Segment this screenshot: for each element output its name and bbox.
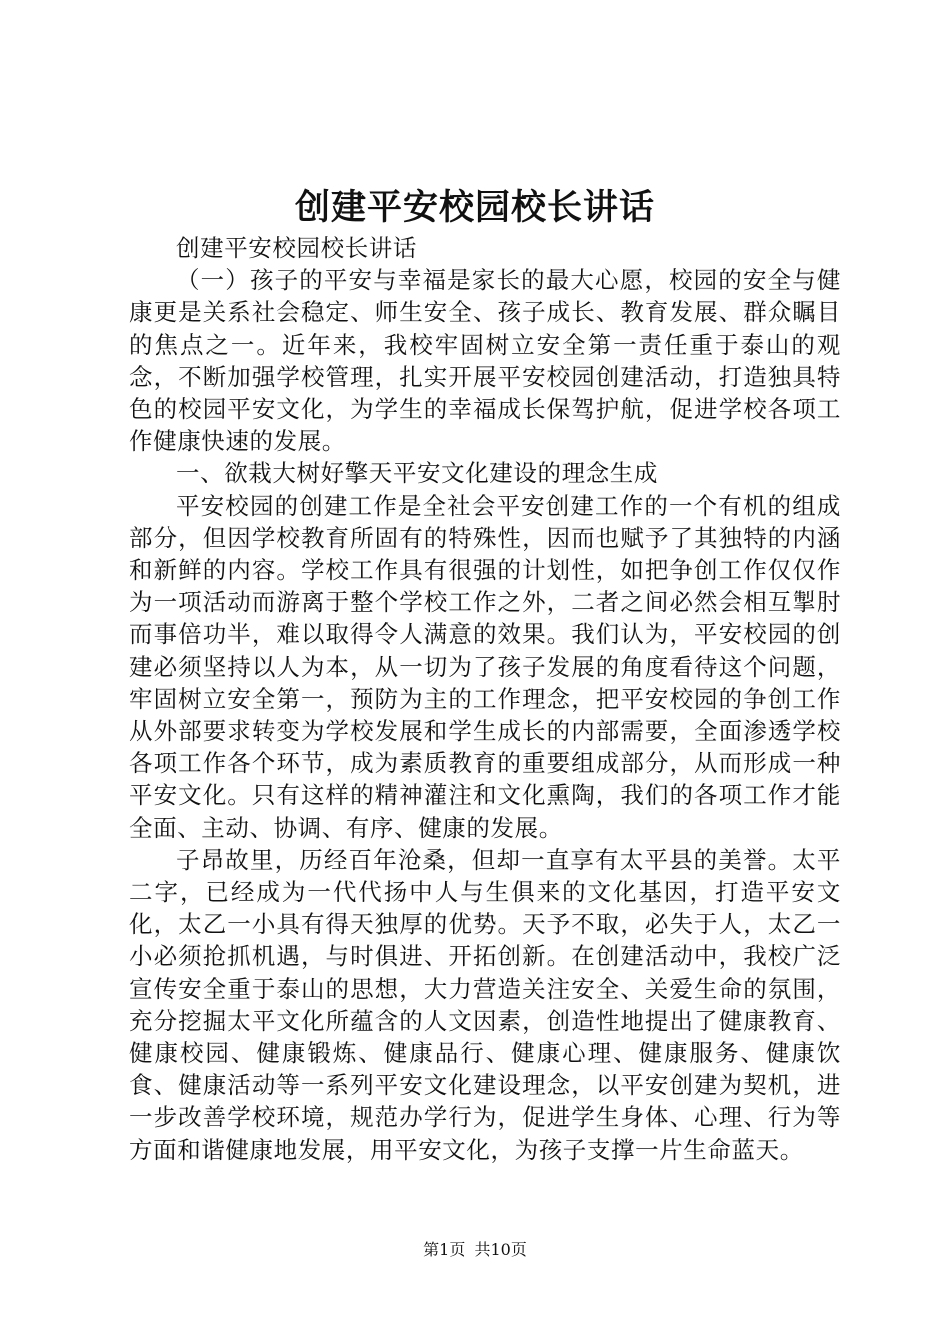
subtitle-paragraph: 创建平安校园校长讲话: [176, 234, 417, 262]
document-title: 创建平安校园校长讲话: [294, 187, 655, 228]
page-number: 第1页: [423, 1240, 466, 1259]
body-paragraph: 平安校园的创建工作是全社会平安创建工作的一个有机的组成部分，但因学校教育所固有的特殊性，因而也赋予了其独特的内涵和新鲜的内容。学校工作具有很强的计划性，如把争创工作仅仅作为一项活动而游离于整个学校工作之外，二者之间必然会相互掣肘而事倍功半，难以取得令人满意的效果。我们认为，平安校园的创建必须坚持以人为本，从一切为了孩子发展的角度看待这个问题，牢固树立安全第一，预防为主的工作理念，把平安校园的争创工作从外部要求转变为学校发展和学生成长的内部需要，全面渗透学校各项工作各个环节，成为素质教育的重要组成部分，从而形成一种平安文化。只有这样的精神灌注和文化熏陶，我们的各项工作才能全面、主动、协调、有序、健康的发展。: [129, 491, 841, 842]
page-total: 共10页: [474, 1240, 527, 1259]
intro-paragraph: （一）孩子的平安与幸福是家长的最大心愿，校园的安全与健康更是关系社会稳定、师生安全、孩子成长、教育发展、群众瞩目的焦点之一。近年来，我校牢固树立安全第一责任重于泰山的观念，不断加强学校管理，扎实开展平安校园创建活动，打造独具特色的校园平安文化，为学生的幸福成长保驾护航，促进学校各项工作健康快速的发展。: [129, 266, 841, 456]
page-footer: [0, 1239, 950, 1261]
section-heading: 一、欲栽大树好擎天平安文化建设的理念生成: [176, 459, 658, 488]
body-paragraph: 子昂故里，历经百年沧桑，但却一直享有太平县的美誉。太平二字，已经成为一代代扬中人与生俱来的文化基因，打造平安文化，太乙一小具有得天独厚的优势。天予不取，必失于人，太乙一小必须抢抓机遇，与时俱进、开拓创新。在创建活动中，我校广泛宣传安全重于泰山的思想，大力营造关注安全、关爱生命的氛围，充分挖掘太平文化所蕴含的人文因素，创造性地提出了健康教育、健康校园、健康锻炼、健康品行、健康心理、健康服务、健康饮食、健康活动等一系列平安文化建设理念，以平安创建为契机，进一步改善学校环境，规范办学行为，促进学生身体、心理、行为等方面和谐健康地发展，用平安文化，为孩子支撑一片生命蓝天。: [129, 845, 841, 1164]
document-body: [129, 232, 841, 1166]
